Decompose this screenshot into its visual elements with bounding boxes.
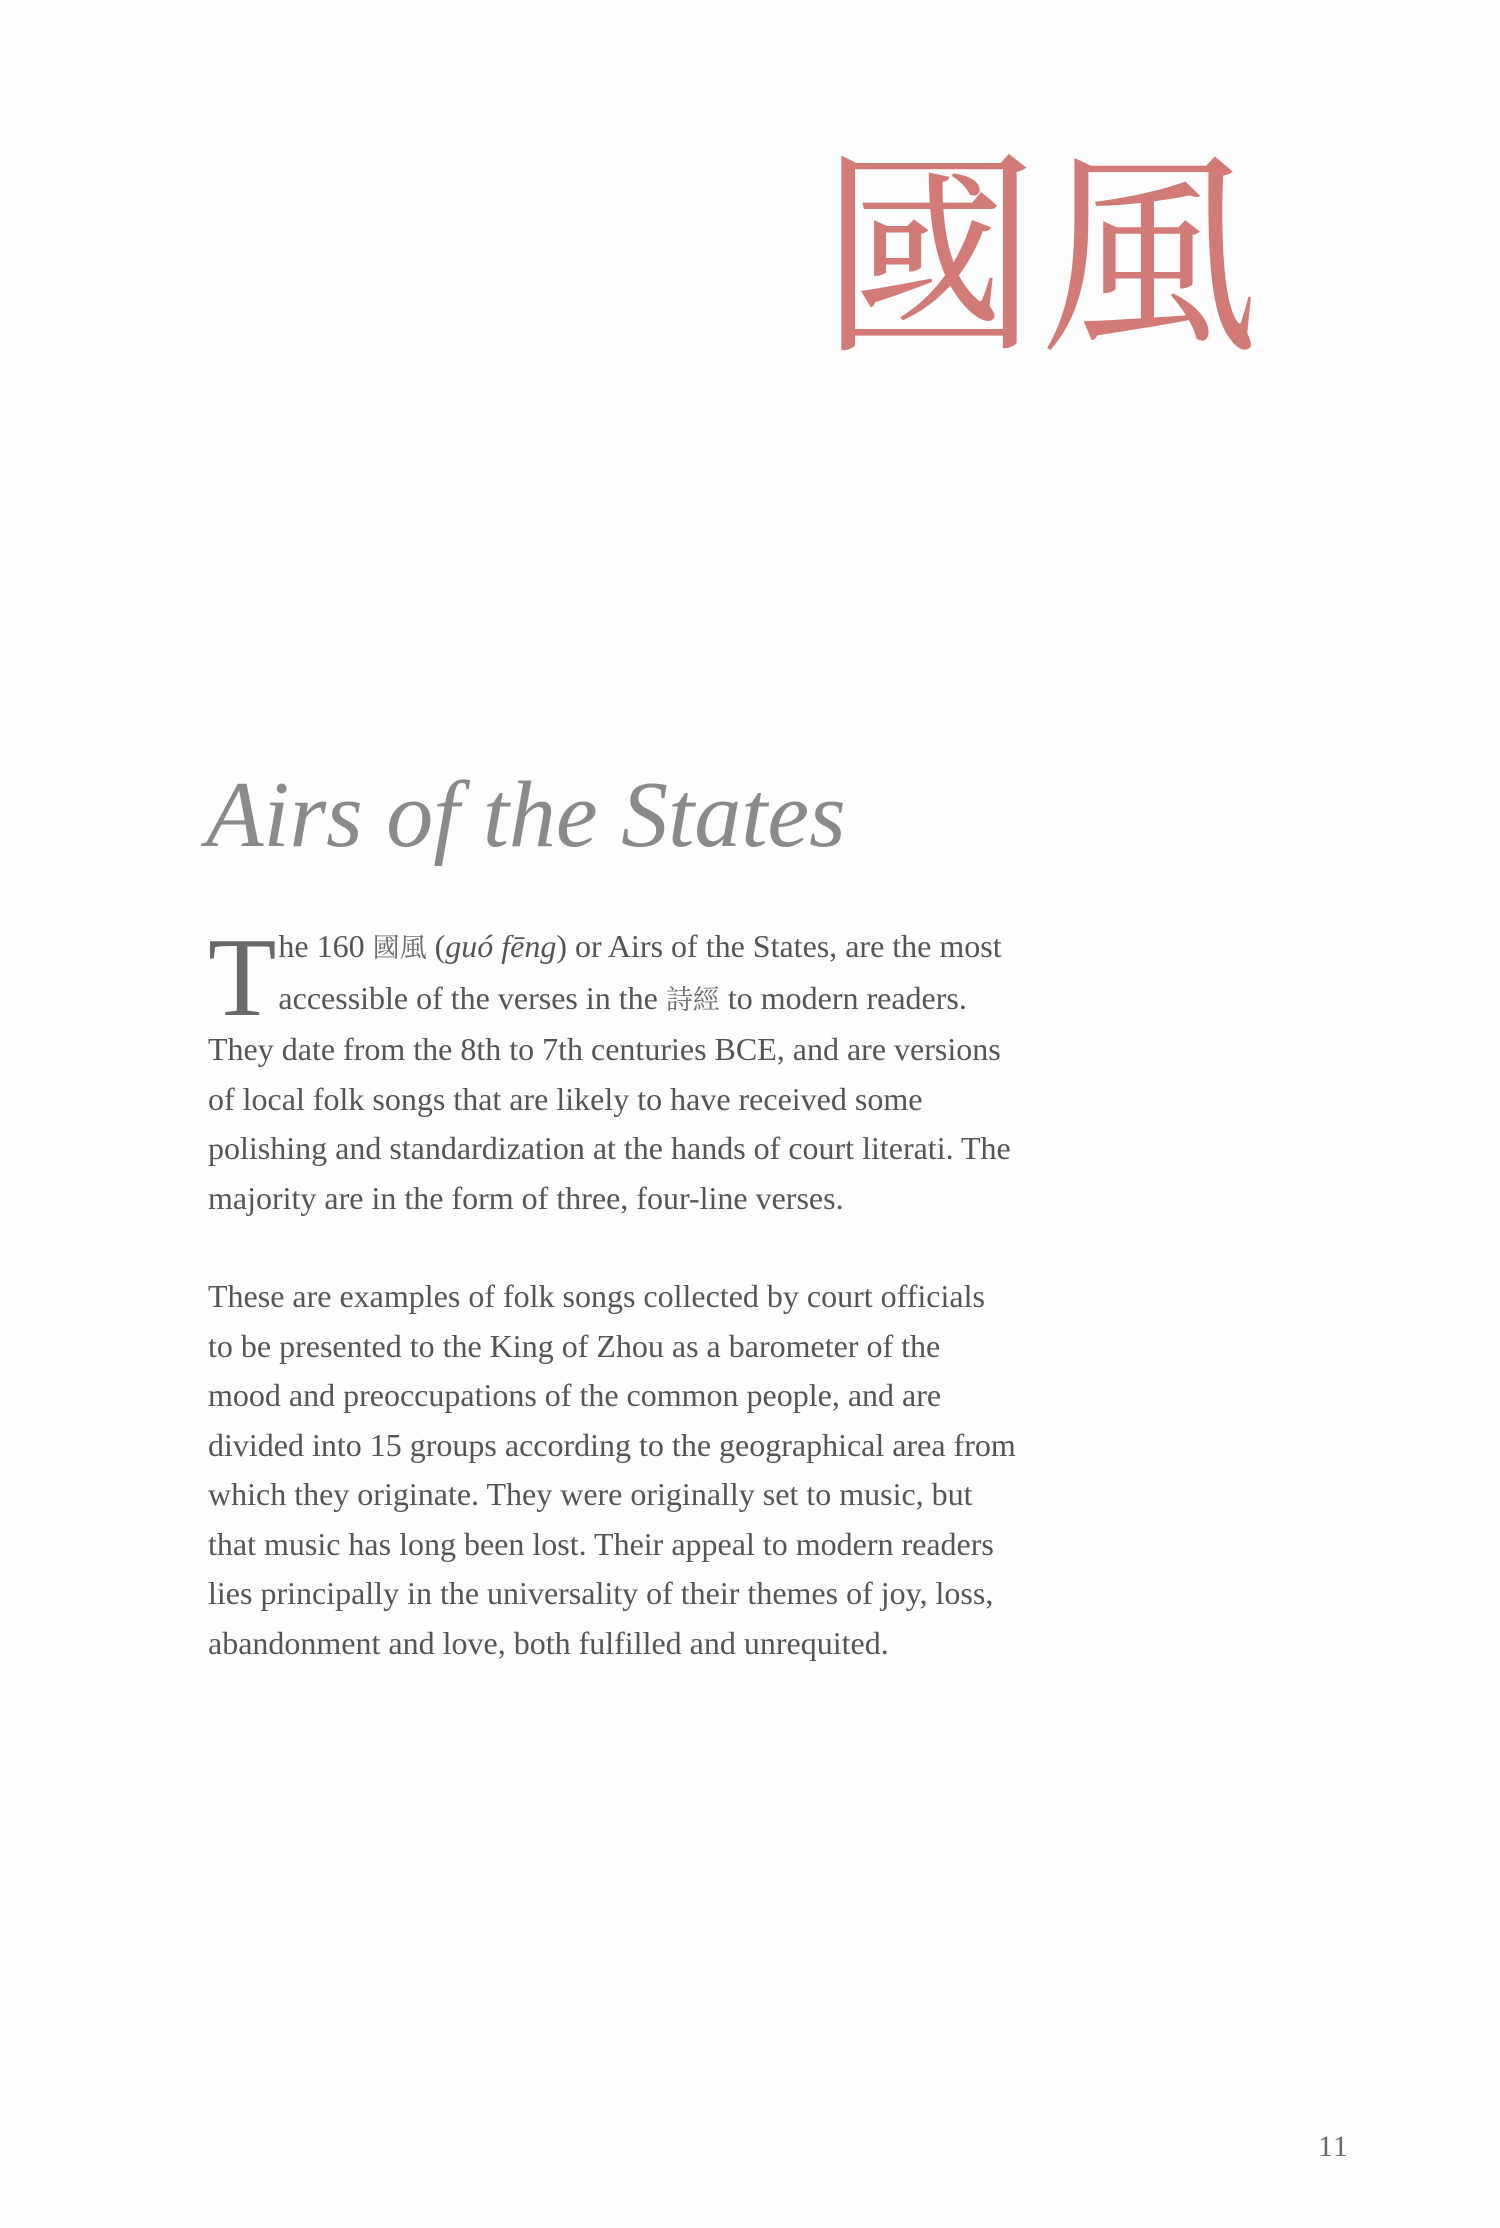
text-run: he 160 xyxy=(278,928,373,964)
text-line: mood and preoccupations of the common people, and are xyxy=(208,1377,942,1413)
text-line: abandonment and love, both fulfilled and unrequited. xyxy=(208,1624,889,1661)
chinese-heading: 國風 xyxy=(820,132,1260,385)
text-line: lies principally in the universality of their themes of joy, loss, xyxy=(208,1575,994,1611)
text-line: These are examples of folk songs collected by court officials xyxy=(208,1278,985,1314)
text-line: to be presented to the King of Zhou as a barometer of the xyxy=(208,1327,941,1364)
text-line: of local folk songs that are likely to have received some xyxy=(208,1080,923,1117)
text-line: which they originate. They were originally set to music, but xyxy=(208,1476,973,1512)
text-line: polishing and standardization at the hands of court literati. The xyxy=(208,1130,1011,1166)
body-text xyxy=(208,916,1248,1668)
section-title: Airs of the States xyxy=(206,763,846,867)
text-line: majority are in the form of three, four-line verses. xyxy=(208,1179,844,1216)
text-line xyxy=(208,974,1248,1026)
text-line xyxy=(208,922,1248,974)
text-run: ) or Airs of the States, are the most xyxy=(556,928,1002,964)
text-line: divided into 15 groups according to the geographical area from xyxy=(208,1426,1016,1463)
paragraph-intro xyxy=(208,916,1248,1223)
text-run: to modern readers. xyxy=(719,979,967,1016)
paragraph-context xyxy=(208,1272,1248,1668)
text-line: They date from the 8th to 7th centuries BCE, and are versions xyxy=(208,1031,1001,1067)
text-line: that music has long been lost. Their appeal to modern readers xyxy=(208,1525,994,1562)
chinese-term: 詩經 xyxy=(665,984,720,1016)
text-run: ( xyxy=(426,928,446,964)
drop-cap: T xyxy=(208,916,277,1040)
page-number: 11 xyxy=(1318,2130,1349,2163)
text-run: accessible of the verses in the xyxy=(278,979,666,1016)
pinyin-term: guó fēng xyxy=(445,928,557,964)
chinese-term: 國風 xyxy=(372,933,427,964)
